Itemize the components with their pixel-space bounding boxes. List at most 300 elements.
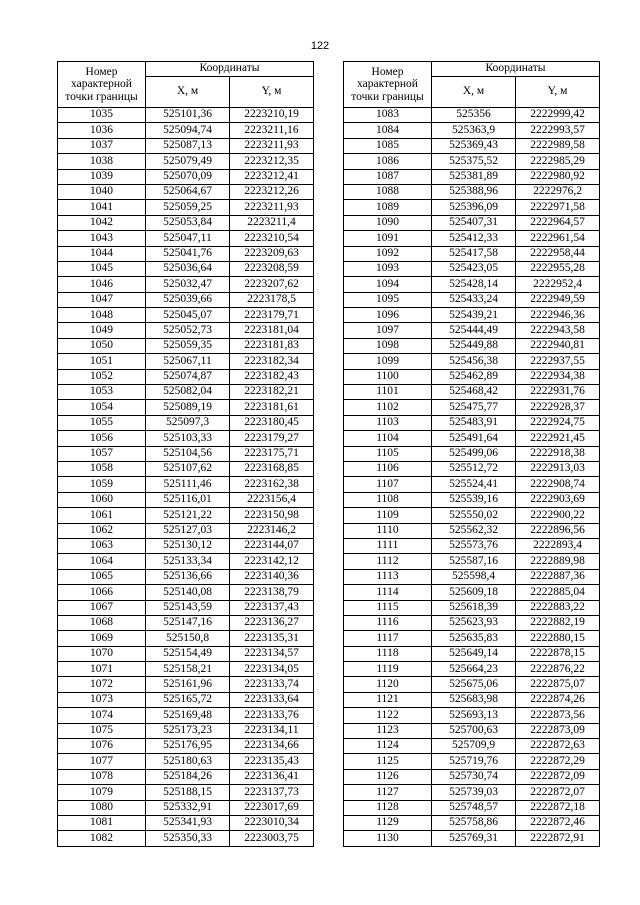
point-number-cell: 1089 <box>344 200 432 215</box>
point-number-cell: 1109 <box>344 508 432 523</box>
table-row <box>344 400 600 415</box>
y-coordinate-cell: 2223178,5 <box>230 292 314 307</box>
x-coordinate-cell: 525350,33 <box>146 831 230 846</box>
y-coordinate-cell: 2223133,76 <box>230 708 314 723</box>
y-coordinate-cell: 2222872,91 <box>516 831 600 846</box>
table-row <box>58 400 314 415</box>
header-x: X, м <box>432 77 516 108</box>
point-number-cell: 1097 <box>344 323 432 338</box>
y-coordinate-cell: 2223150,98 <box>230 508 314 523</box>
y-coordinate-cell: 2222889,98 <box>516 554 600 569</box>
table-row <box>344 800 600 815</box>
point-number-cell: 1049 <box>58 323 146 338</box>
y-coordinate-cell: 2223211,16 <box>230 123 314 138</box>
point-number-cell: 1055 <box>58 415 146 430</box>
table-row <box>58 184 314 199</box>
x-coordinate-cell: 525407,31 <box>432 215 516 230</box>
point-number-cell: 1096 <box>344 308 432 323</box>
y-coordinate-cell: 2223136,27 <box>230 615 314 630</box>
x-coordinate-cell: 525748,57 <box>432 800 516 815</box>
x-coordinate-cell: 525104,56 <box>146 446 230 461</box>
point-number-cell: 1077 <box>58 754 146 769</box>
y-coordinate-cell: 2222943,58 <box>516 323 600 338</box>
x-coordinate-cell: 525449,88 <box>432 338 516 353</box>
point-number-cell: 1071 <box>58 662 146 677</box>
y-coordinate-cell: 2223182,21 <box>230 385 314 400</box>
x-coordinate-cell: 525491,64 <box>432 431 516 446</box>
x-coordinate-cell: 525165,72 <box>146 692 230 707</box>
header-x: X, м <box>146 77 230 108</box>
point-number-cell: 1130 <box>344 831 432 846</box>
table-row <box>344 292 600 307</box>
x-coordinate-cell: 525169,48 <box>146 708 230 723</box>
y-coordinate-cell: 2223182,34 <box>230 354 314 369</box>
x-coordinate-cell: 525512,72 <box>432 461 516 476</box>
point-number-cell: 1042 <box>58 215 146 230</box>
point-number-cell: 1099 <box>344 354 432 369</box>
x-coordinate-cell: 525562,32 <box>432 523 516 538</box>
y-coordinate-cell: 2223175,71 <box>230 446 314 461</box>
y-coordinate-cell: 2223133,74 <box>230 677 314 692</box>
point-number-cell: 1043 <box>58 231 146 246</box>
header-point-number: Номер характерной точки границы <box>344 62 432 108</box>
point-number-cell: 1108 <box>344 492 432 507</box>
y-coordinate-cell: 2222989,58 <box>516 138 600 153</box>
y-coordinate-cell: 2223136,41 <box>230 769 314 784</box>
point-number-cell: 1094 <box>344 277 432 292</box>
table-row <box>344 631 600 646</box>
point-number-cell: 1053 <box>58 385 146 400</box>
y-coordinate-cell: 2222964,57 <box>516 215 600 230</box>
point-number-cell: 1117 <box>344 631 432 646</box>
point-number-cell: 1101 <box>344 385 432 400</box>
x-coordinate-cell: 525573,76 <box>432 538 516 553</box>
x-coordinate-cell: 525664,23 <box>432 662 516 677</box>
y-coordinate-cell: 2222918,38 <box>516 446 600 461</box>
y-coordinate-cell: 2222872,18 <box>516 800 600 815</box>
table-row <box>344 708 600 723</box>
point-number-cell: 1114 <box>344 585 432 600</box>
table-row <box>58 523 314 538</box>
table-row <box>58 554 314 569</box>
table-row <box>58 800 314 815</box>
table-body <box>344 108 600 847</box>
x-coordinate-cell: 525462,89 <box>432 369 516 384</box>
x-coordinate-cell: 525649,14 <box>432 646 516 661</box>
table-row <box>344 600 600 615</box>
point-number-cell: 1074 <box>58 708 146 723</box>
y-coordinate-cell: 2223210,19 <box>230 108 314 123</box>
table-row <box>58 308 314 323</box>
y-coordinate-cell: 2222885,04 <box>516 585 600 600</box>
point-number-cell: 1054 <box>58 400 146 415</box>
table-row <box>58 123 314 138</box>
point-number-cell: 1106 <box>344 461 432 476</box>
y-coordinate-cell: 2222971,58 <box>516 200 600 215</box>
point-number-cell: 1078 <box>58 769 146 784</box>
x-coordinate-cell: 525041,76 <box>146 246 230 261</box>
x-coordinate-cell: 525635,83 <box>432 631 516 646</box>
y-coordinate-cell: 2222873,56 <box>516 708 600 723</box>
y-coordinate-cell: 2223162,38 <box>230 477 314 492</box>
x-coordinate-cell: 525618,39 <box>432 600 516 615</box>
header-coordinates: Координаты <box>432 62 600 77</box>
table-row <box>344 554 600 569</box>
x-coordinate-cell: 525381,89 <box>432 169 516 184</box>
y-coordinate-cell: 2223181,04 <box>230 323 314 338</box>
y-coordinate-cell: 2223134,11 <box>230 723 314 738</box>
point-number-cell: 1036 <box>58 123 146 138</box>
table-row <box>344 338 600 353</box>
x-coordinate-cell: 525116,01 <box>146 492 230 507</box>
point-number-cell: 1051 <box>58 354 146 369</box>
y-coordinate-cell: 2222873,09 <box>516 723 600 738</box>
x-coordinate-cell: 525475,77 <box>432 400 516 415</box>
y-coordinate-cell: 2222976,2 <box>516 184 600 199</box>
y-coordinate-cell: 2223135,31 <box>230 631 314 646</box>
table-row <box>58 585 314 600</box>
table-row <box>58 508 314 523</box>
x-coordinate-cell: 525550,02 <box>432 508 516 523</box>
point-number-cell: 1082 <box>58 831 146 846</box>
table-row <box>344 123 600 138</box>
point-number-cell: 1065 <box>58 569 146 584</box>
y-coordinate-cell: 2222993,57 <box>516 123 600 138</box>
point-number-cell: 1086 <box>344 154 432 169</box>
table-row <box>344 492 600 507</box>
point-number-cell: 1107 <box>344 477 432 492</box>
table-row <box>58 261 314 276</box>
y-coordinate-cell: 2222908,74 <box>516 477 600 492</box>
y-coordinate-cell: 2222928,37 <box>516 400 600 415</box>
y-coordinate-cell: 2223137,73 <box>230 785 314 800</box>
table-row <box>58 108 314 123</box>
x-coordinate-cell: 525524,41 <box>432 477 516 492</box>
table-row <box>58 338 314 353</box>
y-coordinate-cell: 2223181,83 <box>230 338 314 353</box>
point-number-cell: 1084 <box>344 123 432 138</box>
x-coordinate-cell: 525130,12 <box>146 538 230 553</box>
x-coordinate-cell: 525412,33 <box>432 231 516 246</box>
table-row <box>58 662 314 677</box>
table-row <box>58 569 314 584</box>
x-coordinate-cell: 525107,62 <box>146 461 230 476</box>
table-row <box>344 461 600 476</box>
table-row <box>58 169 314 184</box>
table-row <box>58 631 314 646</box>
x-coordinate-cell: 525730,74 <box>432 769 516 784</box>
x-coordinate-cell: 525388,96 <box>432 184 516 199</box>
point-number-cell: 1073 <box>58 692 146 707</box>
table-row <box>344 585 600 600</box>
y-coordinate-cell: 2223134,57 <box>230 646 314 661</box>
point-number-cell: 1048 <box>58 308 146 323</box>
table-row <box>58 692 314 707</box>
y-coordinate-cell: 2223209,63 <box>230 246 314 261</box>
x-coordinate-cell: 525079,49 <box>146 154 230 169</box>
table-row <box>344 754 600 769</box>
point-number-cell: 1059 <box>58 477 146 492</box>
point-number-cell: 1072 <box>58 677 146 692</box>
x-coordinate-cell: 525417,58 <box>432 246 516 261</box>
y-coordinate-cell: 2222955,28 <box>516 261 600 276</box>
x-coordinate-cell: 525147,16 <box>146 615 230 630</box>
y-coordinate-cell: 2222903,69 <box>516 492 600 507</box>
y-coordinate-cell: 2223212,41 <box>230 169 314 184</box>
y-coordinate-cell: 2222946,36 <box>516 308 600 323</box>
header-y: Y, м <box>516 77 600 108</box>
table-row <box>58 615 314 630</box>
point-number-cell: 1070 <box>58 646 146 661</box>
y-coordinate-cell: 2222900,22 <box>516 508 600 523</box>
point-number-cell: 1057 <box>58 446 146 461</box>
y-coordinate-cell: 2223211,4 <box>230 215 314 230</box>
table-row <box>58 461 314 476</box>
table-row <box>344 231 600 246</box>
y-coordinate-cell: 2222921,45 <box>516 431 600 446</box>
point-number-cell: 1044 <box>58 246 146 261</box>
table-row <box>344 354 600 369</box>
table-row <box>58 477 314 492</box>
table-row <box>58 354 314 369</box>
y-coordinate-cell: 2223168,85 <box>230 461 314 476</box>
y-coordinate-cell: 2222887,36 <box>516 569 600 584</box>
table-row <box>58 769 314 784</box>
y-coordinate-cell: 2222880,15 <box>516 631 600 646</box>
point-number-cell: 1103 <box>344 415 432 430</box>
point-number-cell: 1129 <box>344 815 432 830</box>
x-coordinate-cell: 525499,06 <box>432 446 516 461</box>
point-number-cell: 1035 <box>58 108 146 123</box>
y-coordinate-cell: 2222937,55 <box>516 354 600 369</box>
x-coordinate-cell: 525067,11 <box>146 354 230 369</box>
y-coordinate-cell: 2222980,92 <box>516 169 600 184</box>
x-coordinate-cell: 525089,19 <box>146 400 230 415</box>
x-coordinate-cell: 525154,49 <box>146 646 230 661</box>
point-number-cell: 1080 <box>58 800 146 815</box>
x-coordinate-cell: 525143,59 <box>146 600 230 615</box>
y-coordinate-cell: 2222958,44 <box>516 246 600 261</box>
point-number-cell: 1105 <box>344 446 432 461</box>
y-coordinate-cell: 2223137,43 <box>230 600 314 615</box>
x-coordinate-cell: 525675,06 <box>432 677 516 692</box>
x-coordinate-cell: 525045,07 <box>146 308 230 323</box>
x-coordinate-cell: 525598,4 <box>432 569 516 584</box>
table-row <box>58 369 314 384</box>
table-row <box>58 754 314 769</box>
table-row <box>344 538 600 553</box>
point-number-cell: 1045 <box>58 261 146 276</box>
point-number-cell: 1095 <box>344 292 432 307</box>
table-row <box>344 615 600 630</box>
x-coordinate-cell: 525082,04 <box>146 385 230 400</box>
point-number-cell: 1100 <box>344 369 432 384</box>
table-row <box>344 108 600 123</box>
y-coordinate-cell: 2223146,2 <box>230 523 314 538</box>
x-coordinate-cell: 525070,09 <box>146 169 230 184</box>
x-coordinate-cell: 525468,42 <box>432 385 516 400</box>
x-coordinate-cell: 525709,9 <box>432 739 516 754</box>
y-coordinate-cell: 2222940,81 <box>516 338 600 353</box>
y-coordinate-cell: 2223134,66 <box>230 739 314 754</box>
x-coordinate-cell: 525184,26 <box>146 769 230 784</box>
point-number-cell: 1069 <box>58 631 146 646</box>
point-number-cell: 1126 <box>344 769 432 784</box>
x-coordinate-cell: 525428,14 <box>432 277 516 292</box>
x-coordinate-cell: 525456,38 <box>432 354 516 369</box>
x-coordinate-cell: 525539,16 <box>432 492 516 507</box>
x-coordinate-cell: 525127,03 <box>146 523 230 538</box>
table-row <box>58 215 314 230</box>
table-row <box>344 415 600 430</box>
point-number-cell: 1123 <box>344 723 432 738</box>
y-coordinate-cell: 2223135,43 <box>230 754 314 769</box>
table-row <box>344 569 600 584</box>
point-number-cell: 1076 <box>58 739 146 754</box>
page-number: 122 <box>310 40 330 52</box>
y-coordinate-cell: 2222949,59 <box>516 292 600 307</box>
x-coordinate-cell: 525444,49 <box>432 323 516 338</box>
y-coordinate-cell: 2222985,29 <box>516 154 600 169</box>
table-row <box>58 415 314 430</box>
y-coordinate-cell: 2223182,43 <box>230 369 314 384</box>
y-coordinate-cell: 2222896,56 <box>516 523 600 538</box>
point-number-cell: 1092 <box>344 246 432 261</box>
table-row <box>58 292 314 307</box>
point-number-cell: 1081 <box>58 815 146 830</box>
y-coordinate-cell: 2222876,22 <box>516 662 600 677</box>
y-coordinate-cell: 2223207,62 <box>230 277 314 292</box>
table-row <box>344 169 600 184</box>
point-number-cell: 1064 <box>58 554 146 569</box>
y-coordinate-cell: 2223156,4 <box>230 492 314 507</box>
point-number-cell: 1127 <box>344 785 432 800</box>
point-number-cell: 1041 <box>58 200 146 215</box>
table-row <box>58 831 314 846</box>
table-row <box>344 323 600 338</box>
point-number-cell: 1120 <box>344 677 432 692</box>
x-coordinate-cell: 525363,9 <box>432 123 516 138</box>
x-coordinate-cell: 525036,64 <box>146 261 230 276</box>
point-number-cell: 1040 <box>58 184 146 199</box>
x-coordinate-cell: 525700,63 <box>432 723 516 738</box>
header-coordinates: Координаты <box>146 62 314 77</box>
point-number-cell: 1047 <box>58 292 146 307</box>
coordinates-table-left <box>57 61 314 847</box>
y-coordinate-cell: 2223134,05 <box>230 662 314 677</box>
point-number-cell: 1119 <box>344 662 432 677</box>
table-row <box>344 385 600 400</box>
table-row <box>58 785 314 800</box>
table-row <box>344 477 600 492</box>
point-number-cell: 1122 <box>344 708 432 723</box>
y-coordinate-cell: 2222952,4 <box>516 277 600 292</box>
x-coordinate-cell: 525423,05 <box>432 261 516 276</box>
x-coordinate-cell: 525609,18 <box>432 585 516 600</box>
x-coordinate-cell: 525180,63 <box>146 754 230 769</box>
y-coordinate-cell: 2222875,07 <box>516 677 600 692</box>
point-number-cell: 1113 <box>344 569 432 584</box>
y-coordinate-cell: 2222872,63 <box>516 739 600 754</box>
x-coordinate-cell: 525693,13 <box>432 708 516 723</box>
table-row <box>344 508 600 523</box>
x-coordinate-cell: 525101,36 <box>146 108 230 123</box>
table-row <box>344 646 600 661</box>
point-number-cell: 1062 <box>58 523 146 538</box>
point-number-cell: 1050 <box>58 338 146 353</box>
point-number-cell: 1124 <box>344 739 432 754</box>
header-point-number: Номер характерной точки границы <box>58 62 146 108</box>
table-row <box>344 769 600 784</box>
table-row <box>344 261 600 276</box>
table-row <box>58 600 314 615</box>
x-coordinate-cell: 525758,86 <box>432 815 516 830</box>
point-number-cell: 1110 <box>344 523 432 538</box>
y-coordinate-cell: 2223142,12 <box>230 554 314 569</box>
point-number-cell: 1037 <box>58 138 146 153</box>
y-coordinate-cell: 2222882,19 <box>516 615 600 630</box>
point-number-cell: 1121 <box>344 692 432 707</box>
y-coordinate-cell: 2222872,46 <box>516 815 600 830</box>
table-row <box>344 431 600 446</box>
y-coordinate-cell: 2222913,03 <box>516 461 600 476</box>
x-coordinate-cell: 525739,03 <box>432 785 516 800</box>
y-coordinate-cell: 2222883,22 <box>516 600 600 615</box>
x-coordinate-cell: 525176,95 <box>146 739 230 754</box>
x-coordinate-cell: 525375,52 <box>432 154 516 169</box>
x-coordinate-cell: 525087,13 <box>146 138 230 153</box>
y-coordinate-cell: 2223208,59 <box>230 261 314 276</box>
x-coordinate-cell: 525433,24 <box>432 292 516 307</box>
point-number-cell: 1061 <box>58 508 146 523</box>
x-coordinate-cell: 525439,21 <box>432 308 516 323</box>
point-number-cell: 1039 <box>58 169 146 184</box>
x-coordinate-cell: 525188,15 <box>146 785 230 800</box>
y-coordinate-cell: 2222931,76 <box>516 385 600 400</box>
y-coordinate-cell: 2223181,61 <box>230 400 314 415</box>
x-coordinate-cell: 525769,31 <box>432 831 516 846</box>
table-row <box>58 708 314 723</box>
x-coordinate-cell: 525140,08 <box>146 585 230 600</box>
x-coordinate-cell: 525483,91 <box>432 415 516 430</box>
x-coordinate-cell: 525623,93 <box>432 615 516 630</box>
y-coordinate-cell: 2223017,69 <box>230 800 314 815</box>
table-row <box>344 215 600 230</box>
y-coordinate-cell: 2222924,75 <box>516 415 600 430</box>
y-coordinate-cell: 2222872,29 <box>516 754 600 769</box>
x-coordinate-cell: 525341,93 <box>146 815 230 830</box>
point-number-cell: 1087 <box>344 169 432 184</box>
table-row <box>344 308 600 323</box>
table-row <box>344 815 600 830</box>
point-number-cell: 1068 <box>58 615 146 630</box>
table-row <box>344 277 600 292</box>
y-coordinate-cell: 2222874,26 <box>516 692 600 707</box>
point-number-cell: 1066 <box>58 585 146 600</box>
point-number-cell: 1067 <box>58 600 146 615</box>
point-number-cell: 1060 <box>58 492 146 507</box>
x-coordinate-cell: 525097,3 <box>146 415 230 430</box>
table-row <box>344 523 600 538</box>
point-number-cell: 1038 <box>58 154 146 169</box>
table-row <box>58 431 314 446</box>
x-coordinate-cell: 525059,35 <box>146 338 230 353</box>
point-number-cell: 1058 <box>58 461 146 476</box>
table-row <box>58 677 314 692</box>
y-coordinate-cell: 2222934,38 <box>516 369 600 384</box>
x-coordinate-cell: 525719,76 <box>432 754 516 769</box>
x-coordinate-cell: 525103,33 <box>146 431 230 446</box>
